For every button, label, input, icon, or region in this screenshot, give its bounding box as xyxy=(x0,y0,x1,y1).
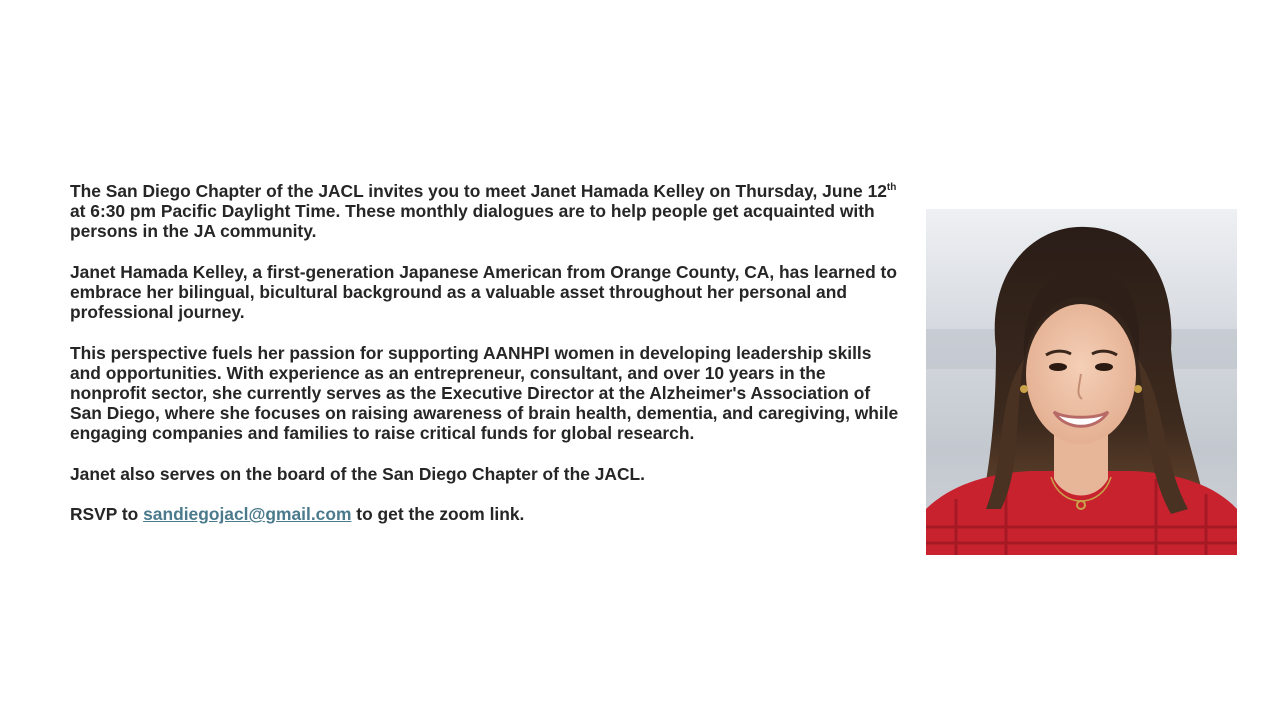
rsvp-paragraph xyxy=(70,504,900,524)
board-paragraph: Janet also serves on the board of the San Diego Chapter of the JACL. xyxy=(70,463,645,484)
rsvp-suffix: to get the zoom link. xyxy=(351,504,525,525)
intro-text-start: The San Diego Chapter of the JACL invites you to meet Janet Hamada Kelley on Thursday, June 12 xyxy=(70,181,887,201)
bio-paragraph-2: This perspective fuels her passion for supporting AANHPI women in developing leadership skills and opportunities. With experience as an entrepreneur, consultant, and over 10 years in the nonprofit sector, she currently serves as the Executive Director at the Alzheimer's Association of San Diego, where she focuses on raising awareness of brain health, dementia, and caregiving, while engaging companies and families to raise critical funds for global research. xyxy=(70,342,899,444)
invitation-text xyxy=(70,181,900,524)
intro-paragraph xyxy=(70,181,900,242)
ordinal-suffix: th xyxy=(886,182,897,194)
portrait-illustration xyxy=(926,209,1237,555)
rsvp-prefix: RSVP to xyxy=(70,504,144,525)
bio-paragraph-1: Janet Hamada Kelley, a first-generation Japanese American from Orange County, CA, has learned to embrace her bilingual, bicultural background as a valuable asset throughout her personal and professional journey. xyxy=(70,261,897,323)
portrait-photo xyxy=(926,209,1237,555)
intro-text-end: at 6:30 pm Pacific Daylight Time. These monthly dialogues are to help people get acquainted with persons in the JA community. xyxy=(70,201,875,242)
rsvp-email-link[interactable]: sandiegojacl@gmail.com xyxy=(143,504,352,525)
